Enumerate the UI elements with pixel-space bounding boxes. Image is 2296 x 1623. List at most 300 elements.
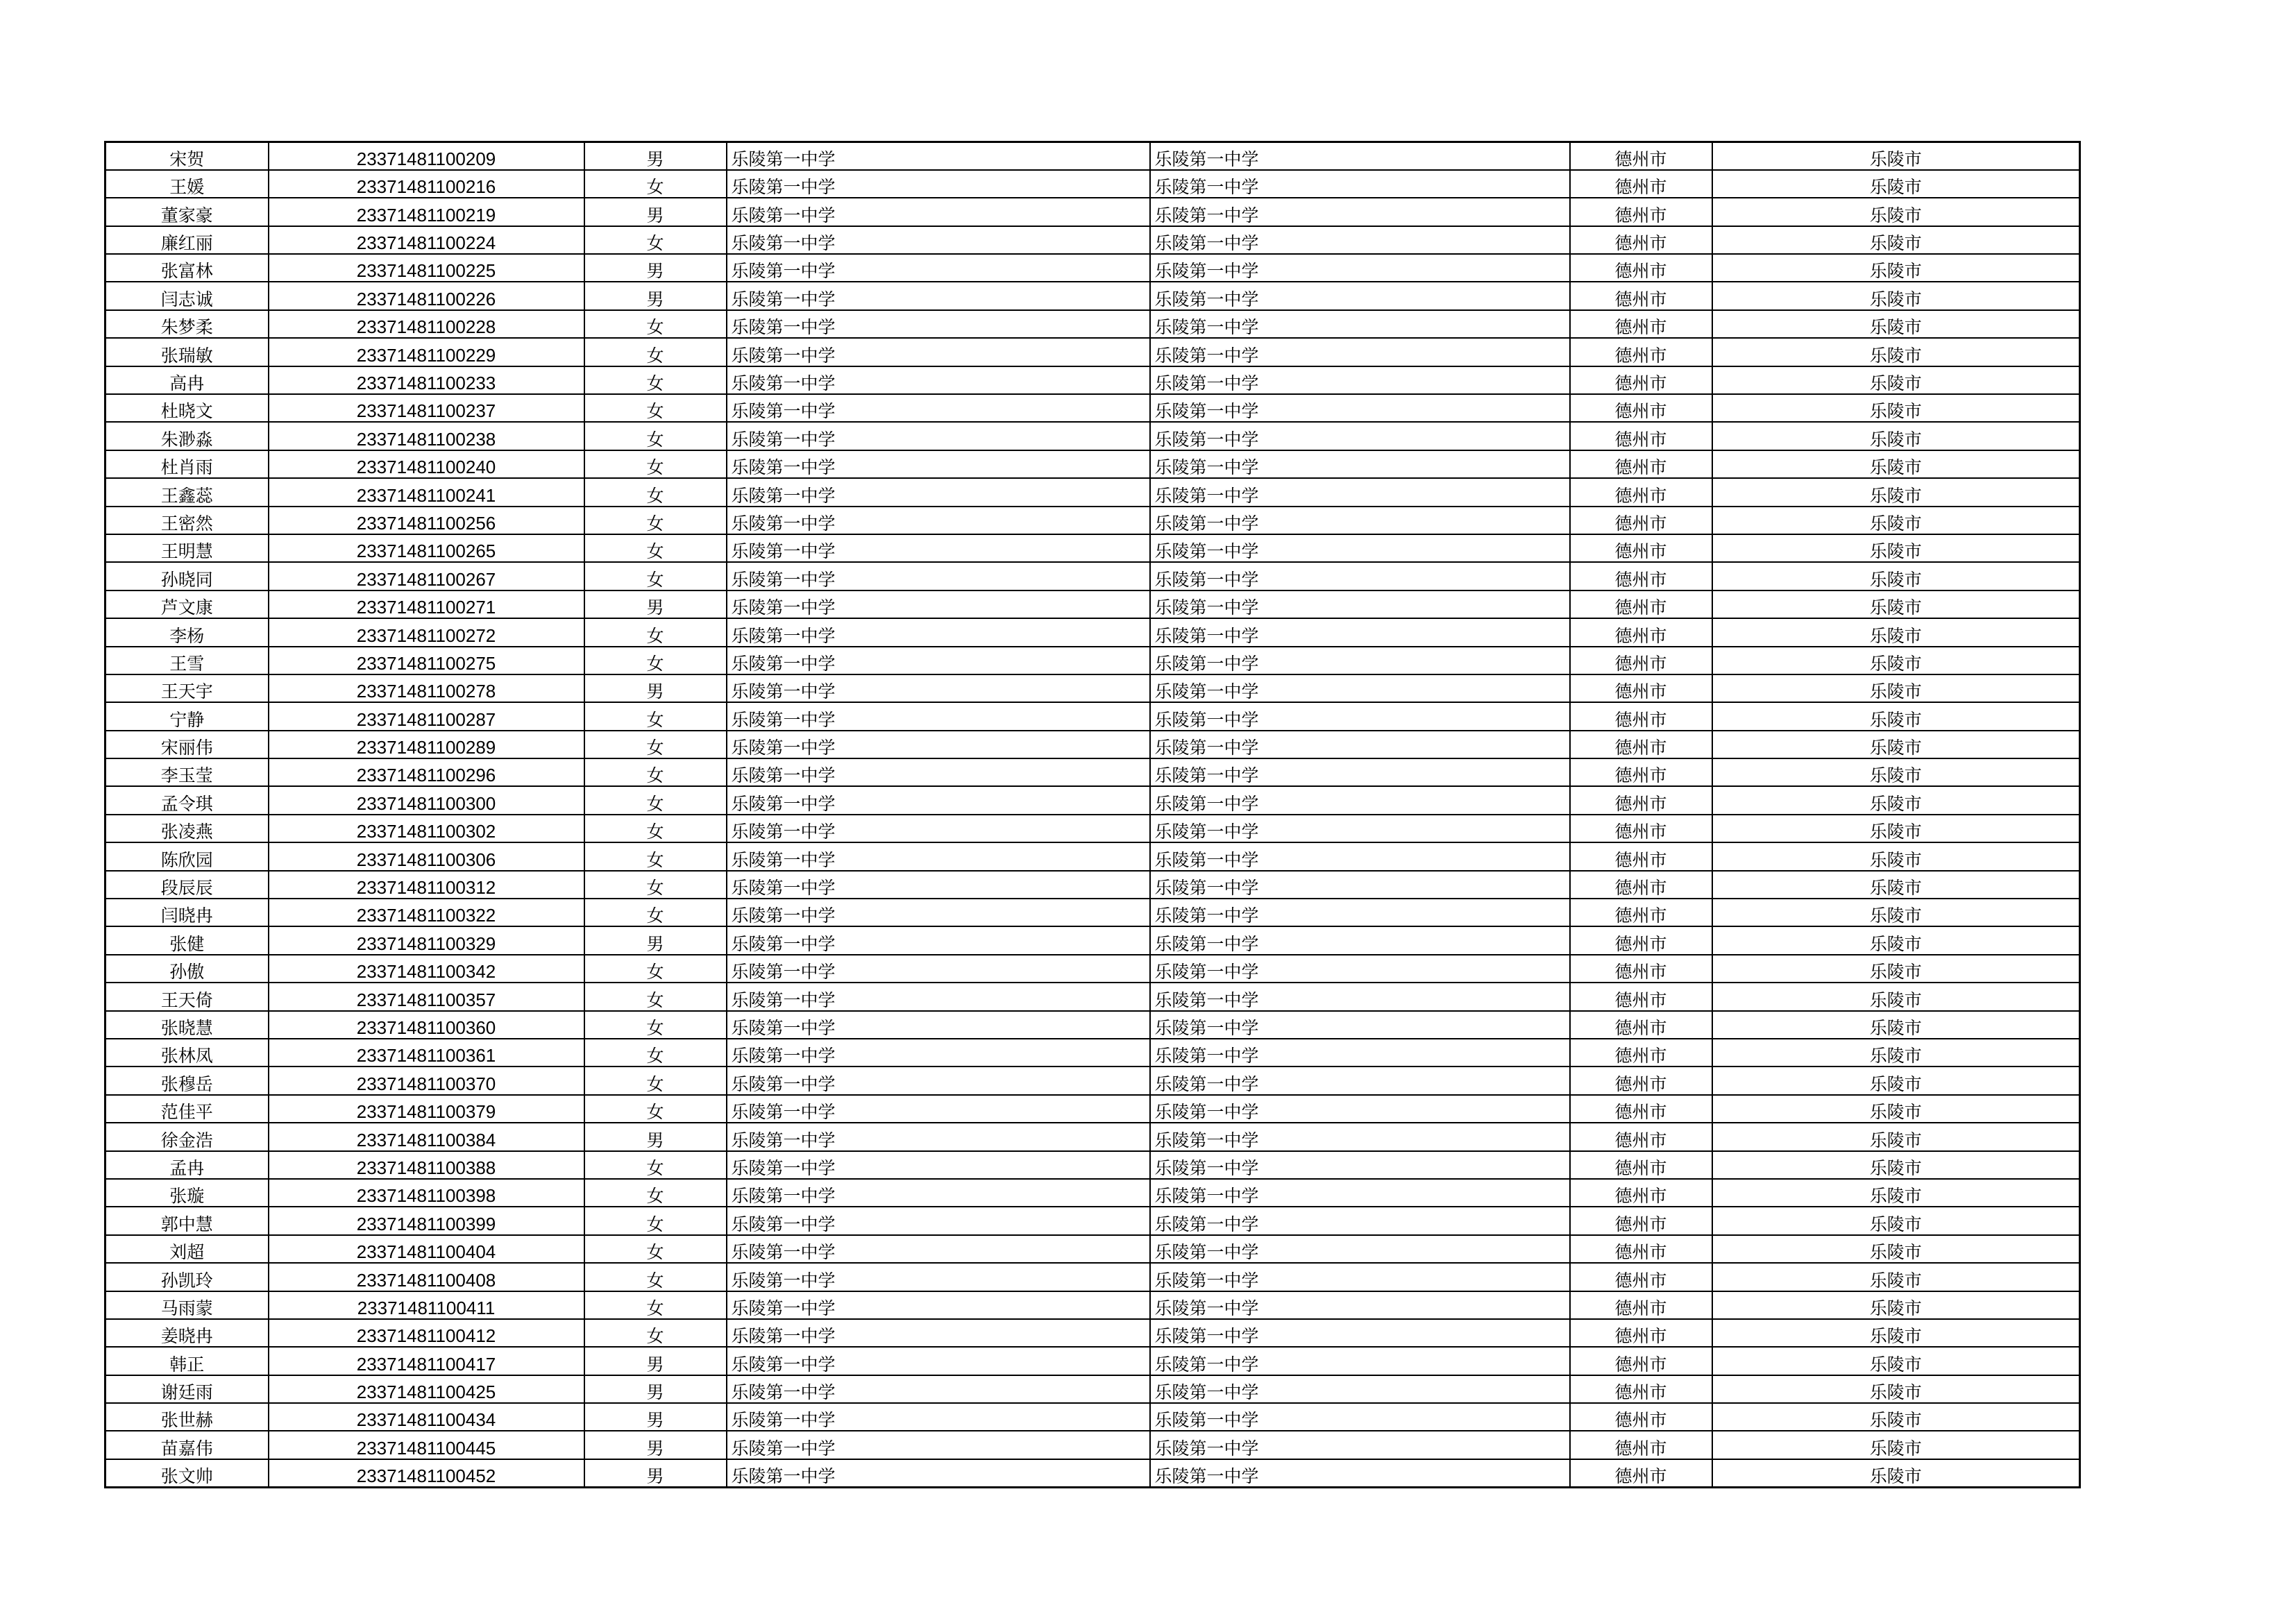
name-cell: 段辰辰	[105, 871, 269, 899]
gender-cell: 女	[584, 226, 727, 254]
school-cell: 乐陵第一中学	[727, 366, 1150, 394]
name-cell: 廉红丽	[105, 226, 269, 254]
exam-id-cell: 23371481100361	[269, 1039, 584, 1067]
city-cell: 德州市	[1570, 1375, 1712, 1403]
table-row	[105, 955, 2080, 983]
school-cell: 乐陵第一中学	[727, 1067, 1150, 1094]
county-cell: 乐陵市	[1712, 731, 2080, 758]
exam-site-cell: 乐陵第一中学	[1150, 842, 1570, 870]
gender-cell: 女	[584, 1207, 727, 1234]
exam-id-cell: 23371481100384	[269, 1123, 584, 1150]
exam-id-cell: 23371481100306	[269, 842, 584, 870]
table-row	[105, 1431, 2080, 1459]
city-cell: 德州市	[1570, 170, 1712, 198]
city-cell: 德州市	[1570, 1011, 1712, 1039]
exam-site-cell: 乐陵第一中学	[1150, 1459, 1570, 1487]
school-cell: 乐陵第一中学	[727, 1431, 1150, 1459]
city-cell: 德州市	[1570, 394, 1712, 422]
gender-cell: 女	[584, 647, 727, 674]
name-cell: 孙傲	[105, 955, 269, 983]
exam-site-cell: 乐陵第一中学	[1150, 1319, 1570, 1347]
school-cell: 乐陵第一中学	[727, 1039, 1150, 1067]
city-cell: 德州市	[1570, 815, 1712, 842]
school-cell: 乐陵第一中学	[727, 1319, 1150, 1347]
exam-site-cell: 乐陵第一中学	[1150, 1067, 1570, 1094]
county-cell: 乐陵市	[1712, 871, 2080, 899]
school-cell: 乐陵第一中学	[727, 1403, 1150, 1431]
gender-cell: 男	[584, 1403, 727, 1431]
exam-id-cell: 23371481100411	[269, 1291, 584, 1319]
table-row	[105, 282, 2080, 309]
exam-site-cell: 乐陵第一中学	[1150, 1151, 1570, 1179]
table-row	[105, 758, 2080, 786]
exam-site-cell: 乐陵第一中学	[1150, 338, 1570, 366]
gender-cell: 女	[584, 702, 727, 730]
city-cell: 德州市	[1570, 786, 1712, 814]
city-cell: 德州市	[1570, 1207, 1712, 1234]
school-cell: 乐陵第一中学	[727, 478, 1150, 506]
gender-cell: 男	[584, 254, 727, 282]
gender-cell: 女	[584, 450, 727, 478]
county-cell: 乐陵市	[1712, 1375, 2080, 1403]
gender-cell: 女	[584, 507, 727, 534]
city-cell: 德州市	[1570, 1151, 1712, 1179]
name-cell: 孟令琪	[105, 786, 269, 814]
exam-site-cell: 乐陵第一中学	[1150, 955, 1570, 983]
name-cell: 孟冉	[105, 1151, 269, 1179]
exam-site-cell: 乐陵第一中学	[1150, 1403, 1570, 1431]
table-row	[105, 1039, 2080, 1067]
exam-id-cell: 23371481100452	[269, 1459, 584, 1487]
county-cell: 乐陵市	[1712, 1403, 2080, 1431]
table-row	[105, 254, 2080, 282]
name-cell: 张文帅	[105, 1459, 269, 1487]
county-cell: 乐陵市	[1712, 1207, 2080, 1234]
gender-cell: 女	[584, 310, 727, 338]
name-cell: 王明慧	[105, 534, 269, 562]
exam-site-cell: 乐陵第一中学	[1150, 1431, 1570, 1459]
exam-site-cell: 乐陵第一中学	[1150, 899, 1570, 926]
exam-id-cell: 23371481100342	[269, 955, 584, 983]
school-cell: 乐陵第一中学	[727, 394, 1150, 422]
county-cell: 乐陵市	[1712, 786, 2080, 814]
exam-site-cell: 乐陵第一中学	[1150, 1263, 1570, 1291]
exam-id-cell: 23371481100360	[269, 1011, 584, 1039]
name-cell: 徐金浩	[105, 1123, 269, 1150]
city-cell: 德州市	[1570, 534, 1712, 562]
county-cell: 乐陵市	[1712, 478, 2080, 506]
exam-id-cell: 23371481100216	[269, 170, 584, 198]
table-row	[105, 590, 2080, 618]
gender-cell: 女	[584, 1095, 727, 1123]
school-cell: 乐陵第一中学	[727, 422, 1150, 450]
county-cell: 乐陵市	[1712, 1459, 2080, 1487]
gender-cell: 女	[584, 731, 727, 758]
table-row	[105, 1291, 2080, 1319]
table-row	[105, 1179, 2080, 1207]
exam-site-cell: 乐陵第一中学	[1150, 422, 1570, 450]
name-cell: 张穆岳	[105, 1067, 269, 1094]
school-cell: 乐陵第一中学	[727, 534, 1150, 562]
gender-cell: 女	[584, 562, 727, 590]
city-cell: 德州市	[1570, 871, 1712, 899]
gender-cell: 男	[584, 1123, 727, 1150]
exam-site-cell: 乐陵第一中学	[1150, 1123, 1570, 1150]
city-cell: 德州市	[1570, 1263, 1712, 1291]
table-row	[105, 871, 2080, 899]
table-row	[105, 338, 2080, 366]
gender-cell: 女	[584, 1235, 727, 1263]
name-cell: 苗嘉伟	[105, 1431, 269, 1459]
school-cell: 乐陵第一中学	[727, 926, 1150, 954]
table-row	[105, 899, 2080, 926]
school-cell: 乐陵第一中学	[727, 1011, 1150, 1039]
school-cell: 乐陵第一中学	[727, 955, 1150, 983]
exam-site-cell: 乐陵第一中学	[1150, 702, 1570, 730]
exam-id-cell: 23371481100226	[269, 282, 584, 309]
school-cell: 乐陵第一中学	[727, 1179, 1150, 1207]
gender-cell: 女	[584, 1011, 727, 1039]
city-cell: 德州市	[1570, 254, 1712, 282]
county-cell: 乐陵市	[1712, 338, 2080, 366]
exam-id-cell: 23371481100240	[269, 450, 584, 478]
table-row	[105, 170, 2080, 198]
exam-id-cell: 23371481100267	[269, 562, 584, 590]
city-cell: 德州市	[1570, 983, 1712, 1010]
gender-cell: 女	[584, 534, 727, 562]
county-cell: 乐陵市	[1712, 1011, 2080, 1039]
gender-cell: 男	[584, 926, 727, 954]
county-cell: 乐陵市	[1712, 590, 2080, 618]
exam-id-cell: 23371481100300	[269, 786, 584, 814]
name-cell: 郭中慧	[105, 1207, 269, 1234]
table-row	[105, 394, 2080, 422]
school-cell: 乐陵第一中学	[727, 1263, 1150, 1291]
name-cell: 陈欣园	[105, 842, 269, 870]
exam-id-cell: 23371481100237	[269, 394, 584, 422]
county-cell: 乐陵市	[1712, 450, 2080, 478]
gender-cell: 女	[584, 1291, 727, 1319]
city-cell: 德州市	[1570, 1095, 1712, 1123]
exam-id-cell: 23371481100224	[269, 226, 584, 254]
name-cell: 王鑫蕊	[105, 478, 269, 506]
city-cell: 德州市	[1570, 1235, 1712, 1263]
name-cell: 马雨蒙	[105, 1291, 269, 1319]
city-cell: 德州市	[1570, 450, 1712, 478]
table-row	[105, 983, 2080, 1010]
gender-cell: 男	[584, 1347, 727, 1375]
county-cell: 乐陵市	[1712, 1151, 2080, 1179]
name-cell: 董家豪	[105, 198, 269, 226]
exam-id-cell: 23371481100241	[269, 478, 584, 506]
exam-site-cell: 乐陵第一中学	[1150, 394, 1570, 422]
county-cell: 乐陵市	[1712, 170, 2080, 198]
school-cell: 乐陵第一中学	[727, 786, 1150, 814]
county-cell: 乐陵市	[1712, 1095, 2080, 1123]
school-cell: 乐陵第一中学	[727, 1375, 1150, 1403]
gender-cell: 男	[584, 1375, 727, 1403]
exam-id-cell: 23371481100228	[269, 310, 584, 338]
exam-id-cell: 23371481100412	[269, 1319, 584, 1347]
name-cell: 杜肖雨	[105, 450, 269, 478]
school-cell: 乐陵第一中学	[727, 899, 1150, 926]
gender-cell: 女	[584, 758, 727, 786]
exam-id-cell: 23371481100289	[269, 731, 584, 758]
school-cell: 乐陵第一中学	[727, 226, 1150, 254]
gender-cell: 女	[584, 170, 727, 198]
city-cell: 德州市	[1570, 1291, 1712, 1319]
table-row	[105, 1207, 2080, 1234]
table-row	[105, 702, 2080, 730]
county-cell: 乐陵市	[1712, 674, 2080, 702]
table-row	[105, 1235, 2080, 1263]
exam-id-cell: 23371481100302	[269, 815, 584, 842]
county-cell: 乐陵市	[1712, 1263, 2080, 1291]
city-cell: 德州市	[1570, 282, 1712, 309]
name-cell: 高冉	[105, 366, 269, 394]
exam-site-cell: 乐陵第一中学	[1150, 1039, 1570, 1067]
school-cell: 乐陵第一中学	[727, 618, 1150, 646]
city-cell: 德州市	[1570, 226, 1712, 254]
city-cell: 德州市	[1570, 1319, 1712, 1347]
name-cell: 李杨	[105, 618, 269, 646]
name-cell: 张璇	[105, 1179, 269, 1207]
county-cell: 乐陵市	[1712, 926, 2080, 954]
school-cell: 乐陵第一中学	[727, 731, 1150, 758]
exam-site-cell: 乐陵第一中学	[1150, 926, 1570, 954]
city-cell: 德州市	[1570, 731, 1712, 758]
exam-site-cell: 乐陵第一中学	[1150, 731, 1570, 758]
school-cell: 乐陵第一中学	[727, 1123, 1150, 1150]
exam-id-cell: 23371481100417	[269, 1347, 584, 1375]
exam-id-cell: 23371481100209	[269, 142, 584, 170]
table-row	[105, 786, 2080, 814]
exam-site-cell: 乐陵第一中学	[1150, 1011, 1570, 1039]
school-cell: 乐陵第一中学	[727, 142, 1150, 170]
table-row	[105, 1375, 2080, 1403]
county-cell: 乐陵市	[1712, 815, 2080, 842]
name-cell: 朱梦柔	[105, 310, 269, 338]
exam-id-cell: 23371481100398	[269, 1179, 584, 1207]
city-cell: 德州市	[1570, 926, 1712, 954]
exam-site-cell: 乐陵第一中学	[1150, 758, 1570, 786]
city-cell: 德州市	[1570, 1179, 1712, 1207]
gender-cell: 男	[584, 1431, 727, 1459]
exam-site-cell: 乐陵第一中学	[1150, 534, 1570, 562]
student-roster-table	[104, 141, 2081, 1488]
exam-id-cell: 23371481100370	[269, 1067, 584, 1094]
city-cell: 德州市	[1570, 478, 1712, 506]
name-cell: 刘超	[105, 1235, 269, 1263]
school-cell: 乐陵第一中学	[727, 842, 1150, 870]
gender-cell: 女	[584, 1263, 727, 1291]
gender-cell: 女	[584, 786, 727, 814]
county-cell: 乐陵市	[1712, 394, 2080, 422]
exam-site-cell: 乐陵第一中学	[1150, 226, 1570, 254]
table-row	[105, 534, 2080, 562]
gender-cell: 女	[584, 422, 727, 450]
county-cell: 乐陵市	[1712, 1291, 2080, 1319]
name-cell: 王媛	[105, 170, 269, 198]
exam-site-cell: 乐陵第一中学	[1150, 871, 1570, 899]
table-row	[105, 1067, 2080, 1094]
city-cell: 德州市	[1570, 338, 1712, 366]
exam-id-cell: 23371481100404	[269, 1235, 584, 1263]
city-cell: 德州市	[1570, 142, 1712, 170]
school-cell: 乐陵第一中学	[727, 1459, 1150, 1487]
county-cell: 乐陵市	[1712, 1235, 2080, 1263]
table-row	[105, 926, 2080, 954]
gender-cell: 女	[584, 983, 727, 1010]
gender-cell: 男	[584, 1459, 727, 1487]
exam-id-cell: 23371481100219	[269, 198, 584, 226]
exam-site-cell: 乐陵第一中学	[1150, 983, 1570, 1010]
gender-cell: 女	[584, 955, 727, 983]
exam-site-cell: 乐陵第一中学	[1150, 142, 1570, 170]
table-row	[105, 422, 2080, 450]
table-row	[105, 1123, 2080, 1150]
city-cell: 德州市	[1570, 366, 1712, 394]
name-cell: 王天宇	[105, 674, 269, 702]
exam-id-cell: 23371481100265	[269, 534, 584, 562]
table-row	[105, 366, 2080, 394]
exam-site-cell: 乐陵第一中学	[1150, 1375, 1570, 1403]
city-cell: 德州市	[1570, 618, 1712, 646]
name-cell: 王天倚	[105, 983, 269, 1010]
school-cell: 乐陵第一中学	[727, 1207, 1150, 1234]
gender-cell: 女	[584, 618, 727, 646]
name-cell: 孙晓同	[105, 562, 269, 590]
name-cell: 朱渺淼	[105, 422, 269, 450]
city-cell: 德州市	[1570, 674, 1712, 702]
exam-site-cell: 乐陵第一中学	[1150, 1207, 1570, 1234]
exam-site-cell: 乐陵第一中学	[1150, 478, 1570, 506]
county-cell: 乐陵市	[1712, 282, 2080, 309]
school-cell: 乐陵第一中学	[727, 562, 1150, 590]
table-row	[105, 1403, 2080, 1431]
exam-site-cell: 乐陵第一中学	[1150, 618, 1570, 646]
name-cell: 孙凯玲	[105, 1263, 269, 1291]
exam-site-cell: 乐陵第一中学	[1150, 647, 1570, 674]
exam-id-cell: 23371481100238	[269, 422, 584, 450]
exam-site-cell: 乐陵第一中学	[1150, 254, 1570, 282]
gender-cell: 男	[584, 282, 727, 309]
table-row	[105, 1347, 2080, 1375]
school-cell: 乐陵第一中学	[727, 170, 1150, 198]
county-cell: 乐陵市	[1712, 758, 2080, 786]
exam-id-cell: 23371481100287	[269, 702, 584, 730]
city-cell: 德州市	[1570, 899, 1712, 926]
table-row	[105, 1263, 2080, 1291]
exam-id-cell: 23371481100272	[269, 618, 584, 646]
name-cell: 杜晓文	[105, 394, 269, 422]
exam-site-cell: 乐陵第一中学	[1150, 450, 1570, 478]
gender-cell: 女	[584, 338, 727, 366]
table-row	[105, 450, 2080, 478]
table-row	[105, 674, 2080, 702]
city-cell: 德州市	[1570, 198, 1712, 226]
city-cell: 德州市	[1570, 1039, 1712, 1067]
exam-id-cell: 23371481100357	[269, 983, 584, 1010]
table-row	[105, 1011, 2080, 1039]
county-cell: 乐陵市	[1712, 618, 2080, 646]
city-cell: 德州市	[1570, 758, 1712, 786]
exam-id-cell: 23371481100399	[269, 1207, 584, 1234]
gender-cell: 女	[584, 842, 727, 870]
exam-id-cell: 23371481100408	[269, 1263, 584, 1291]
name-cell: 宁静	[105, 702, 269, 730]
county-cell: 乐陵市	[1712, 562, 2080, 590]
exam-id-cell: 23371481100278	[269, 674, 584, 702]
exam-id-cell: 23371481100388	[269, 1151, 584, 1179]
city-cell: 德州市	[1570, 955, 1712, 983]
gender-cell: 女	[584, 1151, 727, 1179]
city-cell: 德州市	[1570, 1431, 1712, 1459]
city-cell: 德州市	[1570, 590, 1712, 618]
name-cell: 张凌燕	[105, 815, 269, 842]
county-cell: 乐陵市	[1712, 955, 2080, 983]
name-cell: 李玉莹	[105, 758, 269, 786]
table-row	[105, 1319, 2080, 1347]
school-cell: 乐陵第一中学	[727, 983, 1150, 1010]
name-cell: 王密然	[105, 507, 269, 534]
school-cell: 乐陵第一中学	[727, 1347, 1150, 1375]
exam-id-cell: 23371481100425	[269, 1375, 584, 1403]
school-cell: 乐陵第一中学	[727, 338, 1150, 366]
exam-site-cell: 乐陵第一中学	[1150, 170, 1570, 198]
exam-id-cell: 23371481100233	[269, 366, 584, 394]
county-cell: 乐陵市	[1712, 1319, 2080, 1347]
name-cell: 张瑞敏	[105, 338, 269, 366]
name-cell: 张富林	[105, 254, 269, 282]
city-cell: 德州市	[1570, 647, 1712, 674]
exam-site-cell: 乐陵第一中学	[1150, 1095, 1570, 1123]
school-cell: 乐陵第一中学	[727, 647, 1150, 674]
city-cell: 德州市	[1570, 562, 1712, 590]
school-cell: 乐陵第一中学	[727, 871, 1150, 899]
name-cell: 王雪	[105, 647, 269, 674]
exam-id-cell: 23371481100229	[269, 338, 584, 366]
exam-site-cell: 乐陵第一中学	[1150, 674, 1570, 702]
gender-cell: 女	[584, 815, 727, 842]
county-cell: 乐陵市	[1712, 254, 2080, 282]
school-cell: 乐陵第一中学	[727, 674, 1150, 702]
school-cell: 乐陵第一中学	[727, 450, 1150, 478]
table-row	[105, 647, 2080, 674]
exam-id-cell: 23371481100434	[269, 1403, 584, 1431]
gender-cell: 女	[584, 394, 727, 422]
exam-id-cell: 23371481100379	[269, 1095, 584, 1123]
city-cell: 德州市	[1570, 1347, 1712, 1375]
school-cell: 乐陵第一中学	[727, 702, 1150, 730]
table-row	[105, 618, 2080, 646]
gender-cell: 女	[584, 366, 727, 394]
gender-cell: 女	[584, 1039, 727, 1067]
exam-id-cell: 23371481100329	[269, 926, 584, 954]
exam-id-cell: 23371481100271	[269, 590, 584, 618]
county-cell: 乐陵市	[1712, 1179, 2080, 1207]
county-cell: 乐陵市	[1712, 310, 2080, 338]
name-cell: 韩正	[105, 1347, 269, 1375]
exam-site-cell: 乐陵第一中学	[1150, 815, 1570, 842]
exam-site-cell: 乐陵第一中学	[1150, 1347, 1570, 1375]
gender-cell: 男	[584, 674, 727, 702]
exam-id-cell: 23371481100322	[269, 899, 584, 926]
exam-id-cell: 23371481100296	[269, 758, 584, 786]
exam-id-cell: 23371481100275	[269, 647, 584, 674]
school-cell: 乐陵第一中学	[727, 590, 1150, 618]
county-cell: 乐陵市	[1712, 1123, 2080, 1150]
